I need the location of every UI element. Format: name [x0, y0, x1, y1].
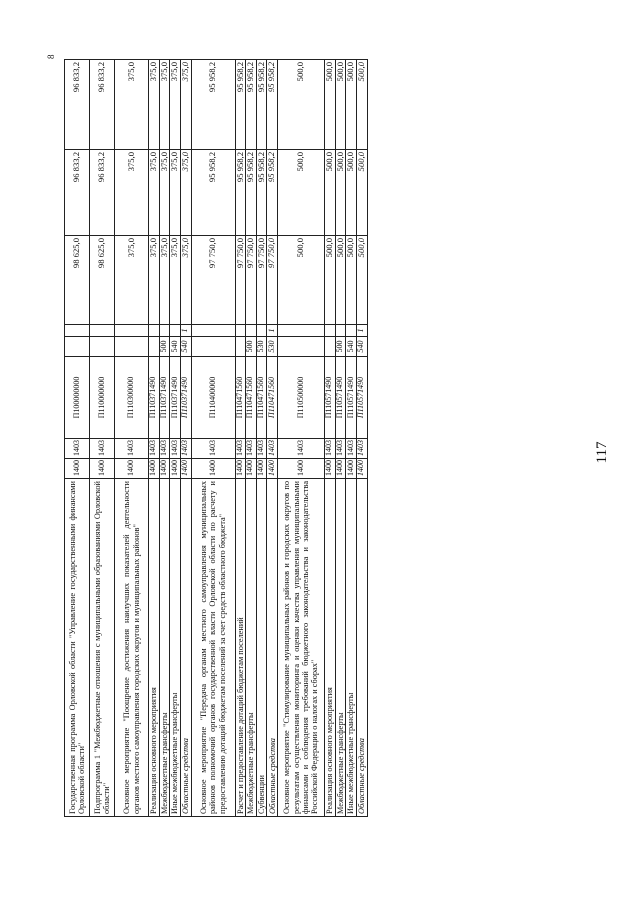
amount-year-3: 375,0: [159, 60, 170, 150]
csr-code: П100000000: [65, 357, 90, 439]
pr-code: 1403: [335, 439, 346, 459]
source-code: [65, 325, 90, 337]
amount-year-3: 500,0: [356, 60, 367, 150]
pr-code: 1403: [356, 439, 367, 459]
amount-year-3: 500,0: [278, 60, 325, 150]
amount-year-1: 97 750,0: [246, 236, 257, 325]
table-row: [325, 60, 336, 817]
amount-year-1: 500,0: [278, 236, 325, 325]
csr-code: П110471560: [246, 357, 257, 439]
amount-year-1: 375,0: [115, 236, 149, 325]
amount-year-3: 95 958,2: [256, 60, 267, 150]
row-description: Межбюджетные трансферты: [335, 479, 346, 817]
amount-year-3: 375,0: [115, 60, 149, 150]
table-row: [267, 60, 278, 817]
row-description: Основное мероприятие "Передача органам местного самоуправления муниципальных районов полномочий органов государственной власти Орловской области по расчету и предоставлению дотаций бюджетам поселений за счет средств областного бюджета": [191, 479, 235, 817]
table-row: [346, 60, 357, 817]
gr-code: 1400: [235, 459, 246, 479]
gr-code: 1400: [170, 459, 181, 479]
source-code: [90, 325, 115, 337]
row-description: Областные средства: [267, 479, 278, 817]
source-code: [170, 325, 181, 337]
csr-code: П110371490: [159, 357, 170, 439]
csr-code: П110571490: [335, 357, 346, 439]
amount-year-1: 97 750,0: [267, 236, 278, 325]
pr-code: 1403: [115, 439, 149, 459]
amount-year-3: 375,0: [180, 60, 191, 150]
vr-code: [235, 337, 246, 357]
gr-code: 1400: [246, 459, 257, 479]
table-row: [149, 60, 160, 817]
amount-year-2: 375,0: [159, 150, 170, 236]
source-code: [256, 325, 267, 337]
table-row: [65, 60, 90, 817]
csr-code: П110571490: [325, 357, 336, 439]
amount-year-3: 96 833,2: [65, 60, 90, 150]
amount-year-3: 95 958,2: [235, 60, 246, 150]
table-row: [356, 60, 367, 817]
row-description: Основное мероприятие "Стимулирование муниципальных районов и городских округов по результатам осуществления мониторинга и оценки качества управления муниципальными финансами и соблюдения требований бюджетного законодательства и законодательства Российской Федерации о налогах и сборах": [278, 479, 325, 817]
row-description: Расчет и предоставление дотаций бюджетам поселений: [235, 479, 246, 817]
row-description: Областные средства: [356, 479, 367, 817]
amount-year-1: 500,0: [325, 236, 336, 325]
vr-code: 500: [246, 337, 257, 357]
source-code: [325, 325, 336, 337]
amount-year-2: 95 958,2: [256, 150, 267, 236]
corner-mark: 8: [46, 54, 56, 59]
amount-year-3: 95 958,2: [267, 60, 278, 150]
amount-year-2: 375,0: [170, 150, 181, 236]
source-code: [335, 325, 346, 337]
csr-code: П110371490: [170, 357, 181, 439]
amount-year-3: 96 833,2: [90, 60, 115, 150]
source-code: 1: [180, 325, 191, 337]
csr-code: П110300000: [115, 357, 149, 439]
gr-code: 1400: [356, 459, 367, 479]
row-description: Реализация основного мероприятия: [149, 479, 160, 817]
vr-code: 500: [335, 337, 346, 357]
source-code: [191, 325, 235, 337]
row-description: Субвенции: [256, 479, 267, 817]
amount-year-1: 375,0: [180, 236, 191, 325]
row-description: Основное мероприятие "Поощрение достижения наилучших показателей деятельности органов местного самоуправления городских округов и муниципальных районов": [115, 479, 149, 817]
amount-year-3: 500,0: [346, 60, 357, 150]
vr-code: [65, 337, 90, 357]
csr-code: П110500000: [278, 357, 325, 439]
pr-code: 1403: [159, 439, 170, 459]
amount-year-2: 95 958,2: [191, 150, 235, 236]
vr-code: [149, 337, 160, 357]
table-row: [246, 60, 257, 817]
gr-code: 1400: [149, 459, 160, 479]
table-row: [159, 60, 170, 817]
row-description: Межбюджетные трансферты: [159, 479, 170, 817]
gr-code: 1400: [115, 459, 149, 479]
pr-code: 1403: [346, 439, 357, 459]
table-row: [278, 60, 325, 817]
row-description: Иные межбюджетные трансферты: [170, 479, 181, 817]
pr-code: 1403: [149, 439, 160, 459]
amount-year-3: 375,0: [149, 60, 160, 150]
amount-year-1: 500,0: [346, 236, 357, 325]
gr-code: 1400: [191, 459, 235, 479]
amount-year-3: 375,0: [170, 60, 181, 150]
source-code: [246, 325, 257, 337]
source-code: [149, 325, 160, 337]
amount-year-1: 97 750,0: [235, 236, 246, 325]
pr-code: 1403: [235, 439, 246, 459]
amount-year-3: 95 958,2: [246, 60, 257, 150]
budget-table: [64, 59, 368, 817]
amount-year-2: 95 958,2: [267, 150, 278, 236]
csr-code: П110400000: [191, 357, 235, 439]
gr-code: 1400: [267, 459, 278, 479]
amount-year-1: 375,0: [149, 236, 160, 325]
table-row: [115, 60, 149, 817]
source-code: [115, 325, 149, 337]
pr-code: 1403: [90, 439, 115, 459]
amount-year-1: 375,0: [159, 236, 170, 325]
vr-code: 540: [170, 337, 181, 357]
amount-year-2: 375,0: [115, 150, 149, 236]
source-code: [235, 325, 246, 337]
amount-year-1: 97 750,0: [256, 236, 267, 325]
csr-code: П110371490: [180, 357, 191, 439]
pr-code: 1403: [65, 439, 90, 459]
table-row: [335, 60, 346, 817]
amount-year-2: 500,0: [346, 150, 357, 236]
vr-code: [278, 337, 325, 357]
source-code: 1: [267, 325, 278, 337]
amount-year-1: 500,0: [356, 236, 367, 325]
source-code: [159, 325, 170, 337]
gr-code: 1400: [159, 459, 170, 479]
csr-code: П110471560: [267, 357, 278, 439]
gr-code: 1400: [65, 459, 90, 479]
csr-code: П110471560: [256, 357, 267, 439]
amount-year-2: 375,0: [180, 150, 191, 236]
vr-code: 530: [267, 337, 278, 357]
gr-code: 1400: [90, 459, 115, 479]
amount-year-2: 500,0: [356, 150, 367, 236]
gr-code: 1400: [180, 459, 191, 479]
amount-year-1: 97 750,0: [191, 236, 235, 325]
pr-code: 1403: [278, 439, 325, 459]
amount-year-3: 95 958,2: [191, 60, 235, 150]
pr-code: 1403: [180, 439, 191, 459]
amount-year-2: 96 833,2: [90, 150, 115, 236]
amount-year-1: 98 625,0: [90, 236, 115, 325]
gr-code: 1400: [256, 459, 267, 479]
row-description: Подпрограмма 1 "Межбюджетные отношения с муниципальными образованиями Орловской области": [90, 479, 115, 817]
vr-code: 540: [180, 337, 191, 357]
amount-year-2: 375,0: [149, 150, 160, 236]
vr-code: 530: [256, 337, 267, 357]
amount-year-2: 95 958,2: [246, 150, 257, 236]
amount-year-1: 98 625,0: [65, 236, 90, 325]
table-row: [235, 60, 246, 817]
table-row: [180, 60, 191, 817]
csr-code: П110371490: [149, 357, 160, 439]
page-number: 117: [594, 441, 610, 464]
table-row: [191, 60, 235, 817]
csr-code: П110571490: [346, 357, 357, 439]
vr-code: 540: [356, 337, 367, 357]
gr-code: 1400: [346, 459, 357, 479]
gr-code: 1400: [278, 459, 325, 479]
row-description: Реализация основного мероприятия: [325, 479, 336, 817]
row-description: Иные межбюджетные трансферты: [346, 479, 357, 817]
amount-year-3: 500,0: [335, 60, 346, 150]
csr-code: П110471560: [235, 357, 246, 439]
source-code: [278, 325, 325, 337]
row-description: Государственная программа Орловской области "Управление государственными финансами Орловской области": [65, 479, 90, 817]
vr-code: 540: [346, 337, 357, 357]
gr-code: 1400: [335, 459, 346, 479]
pr-code: 1403: [325, 439, 336, 459]
gr-code: 1400: [325, 459, 336, 479]
vr-code: [115, 337, 149, 357]
amount-year-1: 500,0: [335, 236, 346, 325]
amount-year-2: 500,0: [335, 150, 346, 236]
amount-year-2: 500,0: [278, 150, 325, 236]
row-description: Областные средства: [180, 479, 191, 817]
vr-code: 500: [159, 337, 170, 357]
csr-code: П110000000: [90, 357, 115, 439]
row-description: Межбюджетные трансферты: [246, 479, 257, 817]
pr-code: 1403: [256, 439, 267, 459]
source-code: 1: [356, 325, 367, 337]
pr-code: 1403: [191, 439, 235, 459]
table-row: [170, 60, 181, 817]
table-row: [90, 60, 115, 817]
pr-code: 1403: [170, 439, 181, 459]
amount-year-3: 500,0: [325, 60, 336, 150]
table-body: [65, 60, 368, 817]
vr-code: [325, 337, 336, 357]
table-row: [256, 60, 267, 817]
amount-year-1: 375,0: [170, 236, 181, 325]
vr-code: [191, 337, 235, 357]
pr-code: 1403: [246, 439, 257, 459]
pr-code: 1403: [267, 439, 278, 459]
vr-code: [90, 337, 115, 357]
amount-year-2: 96 833,2: [65, 150, 90, 236]
csr-code: П110571490: [356, 357, 367, 439]
source-code: [346, 325, 357, 337]
amount-year-2: 95 958,2: [235, 150, 246, 236]
amount-year-2: 500,0: [325, 150, 336, 236]
